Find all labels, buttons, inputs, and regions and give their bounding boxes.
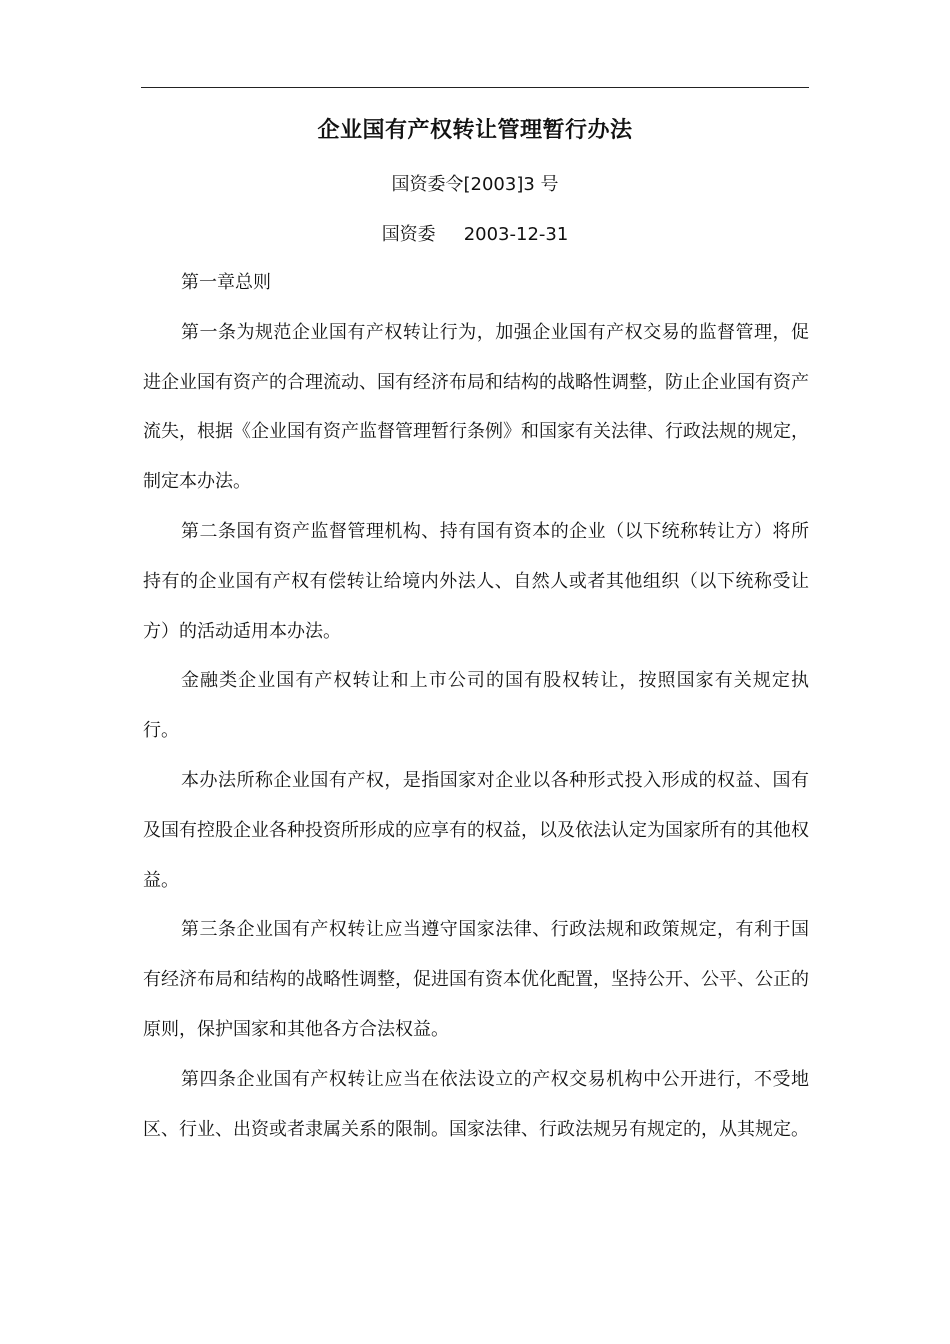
document-title: 企业国有产权转让管理暂行办法 [317, 118, 633, 143]
chapter-heading: 第一章总则 [181, 272, 271, 293]
header-rule [141, 87, 809, 88]
paragraph: 第一条为规范企业国有产权转让行为，加强企业国有产权交易的监督管理，促进企业国有资产的合理流动、国有经济布局和结构的战略性调整，防止企业国有资产流失，根据《企业国有资产监督管理暂行条例》和国家有关法律、行政法规的规定，制定本办法。 [143, 321, 809, 493]
paragraph: 第三条企业国有产权转让应当遵守国家法律、行政法规和政策规定，有利于国有经济布局和结构的战略性调整，促进国有资本优化配置，坚持公开、公平、公正的原则，保护国家和其他各方合法权益。 [143, 919, 809, 1040]
paragraph: 金融类企业国有产权转让和上市公司的国有股权转让，按照国家有关规定执行。 [143, 670, 809, 742]
issuer: 国资委 [381, 224, 436, 245]
document-body [143, 258, 809, 1154]
paragraph: 本办法所称企业国有产权，是指国家对企业以各种形式投入形成的权益、国有及国有控股企业各种投资所形成的应享有的权益，以及依法认定为国家所有的其他权益。 [143, 769, 809, 891]
order-number: 国资委令[2003]3 号 [391, 174, 559, 195]
paragraph: 第二条国有资产监督管理机构、持有国有资本的企业（以下统称转让方）将所持有的企业国有产权有偿转让给境内外法人、自然人或者其他组织（以下统称受让方）的活动适用本办法。 [143, 520, 809, 642]
issue-date: 2003-12-31 [463, 224, 569, 245]
issuer-date-line [141, 222, 809, 248]
paragraph: 第四条企业国有产权转让应当在依法设立的产权交易机构中公开进行，不受地区、行业、出资或者隶属关系的限制。国家法律、行政法规另有规定的，从其规定。 [143, 1068, 809, 1140]
